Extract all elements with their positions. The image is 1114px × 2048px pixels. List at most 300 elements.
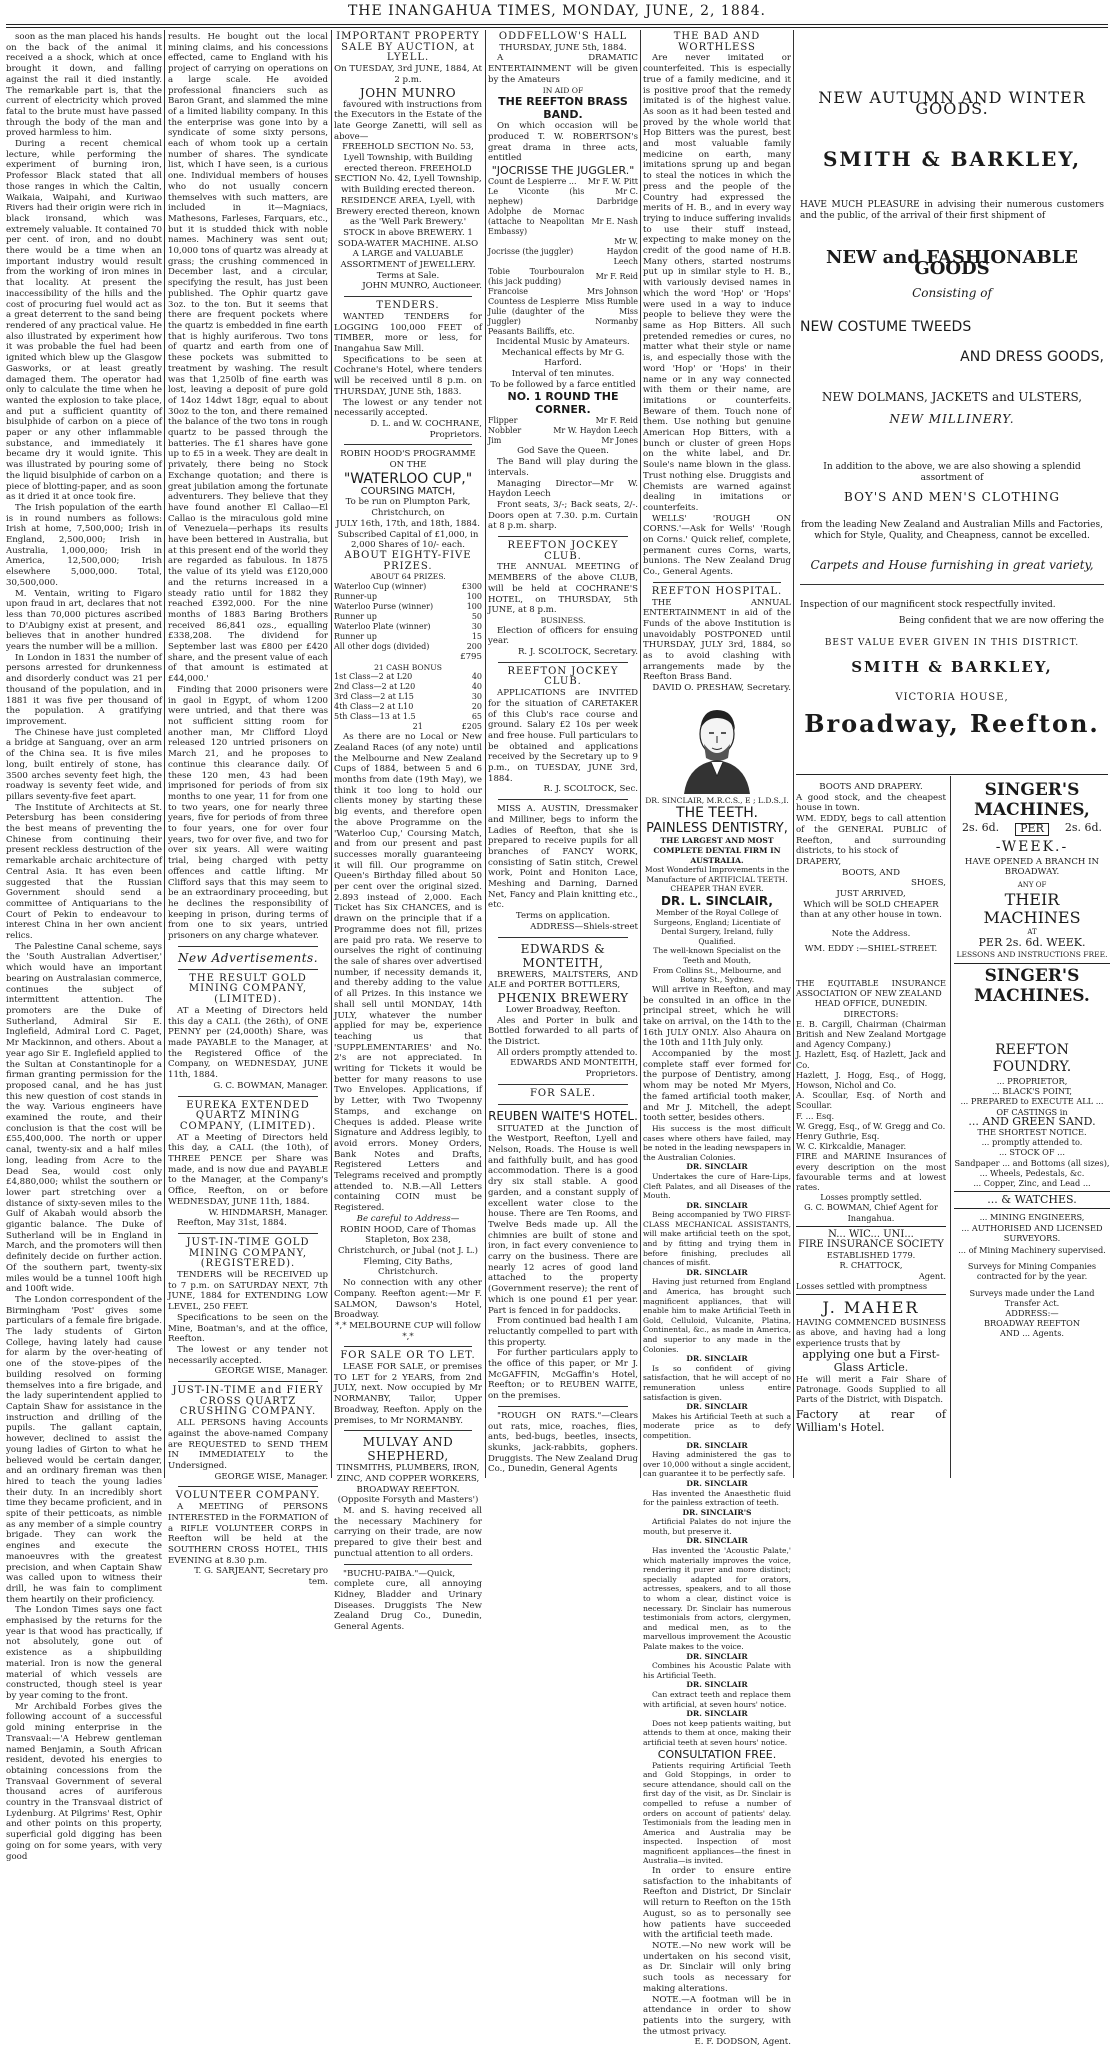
ad-signature: T. G. SARJEANT, Secretary pro tem. [194, 1566, 328, 1588]
ad-headline: THE REEFTON BRASS BAND. [498, 95, 628, 122]
ad-body: AT a Meeting of Directors held this day, a CALL (the 10th), of THREE PENCE per Share was made, and is now due and PAYABLE to the Manager, at the Company's Office, Reefton, on or before WEDNESDAY, JUNE 11th, 1884. [168, 1132, 328, 1207]
cast-row [488, 187, 638, 207]
ad-body: HAVING COMMENCED BUSINESS as above, and having had a long experience trusts that by [796, 1317, 946, 1348]
foundry-ad [954, 1042, 1110, 1339]
firm-name: SMITH & BARKLEY, [851, 658, 1053, 676]
ad-signature: ROBIN HOOD, Care of Thomas Stapleton, Box 238, Christchurch, or Jubal (not J. L.) Fleming, City Baths, Christchurch. [337, 1224, 478, 1278]
ad-headline: NEW MILLINERY. [889, 412, 1015, 426]
ad-title: FIRE INSURANCE SOCIETY [798, 1239, 944, 1251]
prize-label: Waterloo Cup (winner) [334, 581, 427, 591]
ad-signature: WM. EDDY :—SHIEL-STREET. [804, 943, 938, 954]
ad-address: ADDRESS—Shiels-street [530, 921, 638, 932]
ad-body: Are never imitated or counterfeited. This is especially true of a family medicine, and it is positive proof that the remedy imitated is of the highest value. As soon as it had been tested and proved by the whole world that Hop Bitters was the purest, best and most valuable family medicine on earth, many imitations sprung up and began to steal the notices in which the press and the people of the Country had expressed the merits of H. B., and in every way trying to induce suffering invalids to use their stuff instead, expecting to make money on the credit of the good name of H.B. Many others, started nostrums put up in similar style to H. B., with variously devised names in which the word 'Hop' or 'Hops' were used in a way to induce people to believe they were the same as Hop Bitters. All such pretended remedies or cures, no matter what their style or name is, and especially those with the word 'Hop' or 'Hops' in their name or in any way connected with them or their name, are imitations or counterfeits. Beware of them. Touch none of them. Use nothing but genuine American Hop Bitters, with a bunch or cluster of green Hops on the white label, and Dr. Soule's name blown in the glass. Trust nothing else. Druggists and Chemists are warned against dealing in imitations or counterfeits. [643, 53, 791, 513]
prize-label: Runner up [334, 631, 377, 641]
ad-subhead: ABOUT 64 PRIZES. [370, 572, 446, 582]
prize-value: 30 [471, 621, 482, 631]
ad-signature: W. HINDMARSH, Manager. [208, 1207, 328, 1218]
ad-body: For further particulars apply to the office of this paper, or Mr J. McGAFFIN, McGaffin's Hotel, Reefton; or to REUBEN WAITE, on the premises. [488, 1348, 638, 1402]
ad-subhead: COURSING MATCH, [360, 485, 456, 497]
director-item: W. Gregg, Esq., of W. Gregg and Co. [796, 1120, 946, 1131]
ad-headline: NEW COSTUME TWEEDS [800, 319, 972, 335]
ad-title: JUST-IN-TIME GOLD MINING COMPANY, (REGISTERED). [186, 1236, 310, 1270]
ad-body: WELLS' 'ROUGH ON CORNS.'—Ask for Wells' 'Rough on Corns.' Quick relief, complete, permanent cures Corns, warts, bunions. The New Zealand Drug Co., General Agents. [643, 513, 791, 578]
sinclair-heading: DR. SINCLAIR [686, 1709, 748, 1719]
ad-title: TENDERS. [376, 300, 440, 312]
bonus-total-count: 21 [412, 722, 423, 732]
bonus-value: 40 [471, 682, 482, 692]
cast-row [488, 267, 638, 287]
cast-row [488, 436, 638, 446]
ad-terms: Terms at Sale. [376, 270, 440, 281]
masthead: THE INANGAHUA TIMES, MONDAY, JUNE, 2, 1884. [347, 3, 767, 19]
ad-headline: Broadway, Reefton. [804, 709, 1100, 738]
portrait-caption: DR. SINCLAIR, M.R.C.S., E ; L.D.S.,I. [645, 795, 789, 805]
directors-list [796, 1019, 946, 1152]
article-paragraph: soon as the man placed his hands on the back of the animal it received a a shock, which at once brought it down, and falling against the rail it died instantly. The remarkable part is, that the current of electricity which proved fatal to the brute must have passed through the body of the man and proved harmless to him. [6, 32, 162, 139]
sinclair-heading: DR. SINCLAIR [686, 1478, 748, 1488]
ad-body: Most Wonderful Improvements in the Manufacture of ARTIFICIAL TEETH. CHEAPER THAN EVER. [644, 865, 790, 894]
ad-body: A MEETING of PERSONS INTERESTED in the FORMATION of a RIFLE VOLUNTEER CORPS in Reefton will be held at the SOUTHERN CROSS HOTEL, THIS EVENING at 8.30 p.m. [168, 1502, 328, 1566]
prize-value: 15 [471, 631, 482, 641]
ad-body: WM. EDDY, begs to call attention of the GENERAL PUBLIC of Reefton, and surrounding districts, to his stock of [796, 814, 946, 857]
director-item: Henry Guthrie, Esq. [796, 1131, 880, 1142]
ad-headline: NEW DOLMANS, JACKETS and ULSTERS, [821, 390, 1083, 404]
director-item: J. Hazlett, Esq. of Hazlett, Jack and Co. [796, 1049, 946, 1070]
ad-body: Agent. [918, 1270, 946, 1281]
ad-body: ... STOCK OF ... [999, 1147, 1065, 1158]
cast-list [488, 177, 638, 337]
ad-signature: E. F. DODSON, Agent. [694, 2037, 791, 2048]
bonus-label: 1st Class—2 at L20 [334, 672, 413, 682]
cast-value: Mr W. Haydon Leech [606, 236, 638, 266]
ad-body: "ROUGH ON RATS."—Clears out rats, mice, roaches, flies, ants, bed-bugs, beetles, insects, skunks, jack-rabbits, gophers. Druggists. The New Zealand Drug Co., Dunedin, General Agents [488, 1410, 638, 1475]
sinclair-heading: DR. SINCLAIR [686, 1354, 748, 1364]
cast-value: Mr E. Nash [591, 216, 638, 226]
ad-body: MISS A. AUSTIN, Dressmaker and Milliner, begs to inform the Ladies of Reefton, that she is prepared to receive pupils for all branches of FANCY WORK, consisting of Satin stitch, Crewel work, Point and Honiton Lace, Meshing and Darning, Darned Net, Fancy and Plain knitting etc., etc. [488, 804, 638, 911]
ad-body: Terms on application. [515, 911, 611, 922]
director-item: A. Scoullar, Esq. of North and Scoullar. [796, 1090, 946, 1111]
cast-label: Flipper [488, 416, 518, 426]
article-paragraph: The Irish population of the earth is in round numbers as follows: Irish at home, 7,500,000; Irish in England, 2,500,000; Irish in Australia, 1,000,000; Irish in America, 12,500,000; Irish elsewhere 5,000,000. Total, 30,500,000. [6, 502, 162, 588]
cast-label: Tobie Tourbouralon (his jack pudding) [488, 266, 585, 286]
ad-headline: ... & WATCHES. [987, 1193, 1077, 1207]
bonus-row [334, 692, 482, 702]
prize-row [334, 602, 482, 612]
ad-body: Specifications to be seen on the Mine, Boatman's, and at the office, Reefton. [168, 1312, 328, 1345]
ad-body: Interval of ten minutes. [511, 369, 615, 380]
ad-body: PER 2s. 6d. WEEK. [978, 935, 1086, 949]
sinclair-heading: DR. SINCLAIR [686, 1536, 748, 1546]
ad-body: BREWERS, MALTSTERS, AND ALE and PORTER BOTTLERS, [488, 969, 638, 991]
ad-body: Front seats, 3/-; Back seats, 2/-. Doors open at 7.30. p.m. Curtain at 8 p.m. sharp. [488, 499, 638, 532]
director-item: Hazlett, J. Hogg, Esq., of Hogg, Howson, Nichol and Co. [796, 1069, 946, 1091]
cast-row [488, 327, 638, 337]
cast-row [488, 297, 638, 307]
ad-body: Patients requiring Artificial Teeth and Gold Stoppings, in order to secure attendance, should call on the first day of the visit, as Dr. Sinclair is compelled to refuse a number of orders on account of patients' delay. Testimonials from the leading men in America and Australia may be inspected. Inspection of most magnificent appliances—the finest in Australia—is invited. [643, 1760, 791, 1866]
ad-body: M. and S. having received all the necessary Machinery for carrying on their trade, are now prepared to give their best and punctual attention to all orders. [334, 1506, 482, 1559]
ad-body: favoured with instructions from the Executors in the Estate of the late George Zanetti, will sell as above— [334, 99, 482, 142]
cast-value: Mr F. W. Pitt [587, 176, 638, 186]
cast-value: Mr F. Reid [595, 416, 638, 426]
price-line [954, 823, 1110, 836]
ad-body: NOTE.—A footman will be in attendance in order to show patients into the surgery, with the utmost privacy. [643, 1994, 791, 2037]
price-per: PER [1015, 823, 1049, 836]
sinclair-heading: DR. SINCLAIR [686, 1680, 748, 1690]
ad-body: ESTABLISHED 1779. [826, 1250, 916, 1261]
cast-label: Le Viconte (his nephew) [488, 186, 585, 206]
ad-headline: REUBEN WAITE'S HOTEL. [488, 1108, 638, 1123]
ad-title: VOLUNTEER COMPANY. [175, 1490, 321, 1502]
cast-value: Mrs Johnson [586, 286, 638, 296]
ad-body: All orders promptly attended to. [497, 1047, 638, 1058]
ad-body: TENDERS will be RECEIVED up to 7 p.m. on SATURDAY NEXT, 7th JUNE, 1884 for EXTENDING LOW LEVEL, 250 FEET. [168, 1270, 328, 1313]
ad-body: AND ... Agents. [999, 1328, 1065, 1339]
cast-value: Mr W. Haydon Leech [553, 426, 638, 436]
cast-value: Mr C. Darbridge [596, 186, 638, 206]
prize-label: Runner-up [334, 591, 378, 601]
cast-label: Julie (daughter of the Juggler) [488, 306, 585, 326]
prize-label: Waterloo Purse (winner) [334, 601, 434, 611]
ad-body: THE ANNUAL ENTERTAINMENT in aid of the Funds of the above Institution is unavoidably POSTPONED until THURSDAY, JULY 3rd, 1884, so as to avoid clashing with arrangements made by the Reefton Brass Band. [643, 597, 791, 683]
ad-body: Sandpaper ... and Bottoms (all sizes), ... Wheels, Pedestals, &c. [954, 1157, 1110, 1178]
masthead-rule-2 [6, 27, 1108, 28]
column-rule [793, 30, 794, 1478]
ad-date: Reefton, May 31st, 1884. [177, 1218, 287, 1229]
director-item: F. ... Esq. [796, 1110, 835, 1121]
ad-headline: "WATERLOO CUP," [343, 470, 473, 487]
ad-body: ... Copper, Zinc, and Lead ... [973, 1178, 1091, 1189]
ad-headline: SINGER'S MACHINES, [974, 780, 1090, 820]
ad-title: FOR SALE. [529, 1087, 597, 1099]
ad-body: Consisting of [912, 286, 992, 300]
director-item: E. B. Cargill, Chairman (Chairman British and New Zealand Mortgage and Agency Company.) [796, 1018, 946, 1050]
sinclair-heading: DR. SINCLAIR [686, 1267, 748, 1277]
sinclair-heading: DR. SINCLAIR [686, 1200, 748, 1210]
sinclair-heading: DR. SINCLAIR'S [682, 1507, 752, 1517]
ad-body: No connection with any other Company. Reefton agent:—Mr F. SALMON, Dawson's Hotel, Broadway. [334, 1278, 482, 1321]
prize-row [334, 642, 482, 652]
ad-title: REEFTON JOCKEY CLUB. [507, 665, 619, 688]
cast-label: Jocrisse (the juggler) [488, 246, 574, 256]
ad-subhead: THE LARGEST AND MOST COMPLETE DENTAL FIRM IN AUSTRALIA. [653, 836, 781, 865]
prize-table [334, 582, 482, 652]
article-paragraph: M. Ventain, writing to Figaro upon fraud in art, declares that not less than 70,000 pictures ascribed to D'Aubigny exist at present, and believes that in another hundred years the number will be a million. [6, 588, 162, 653]
prize-total: £795 [460, 651, 482, 662]
cast-list [488, 416, 638, 446]
ad-body: THE EQUITABLE INSURANCE ASSOCIATION OF NEW ZEALAND [796, 978, 946, 999]
prize-row [334, 612, 482, 622]
sinclair-item: Having administered the gas to over 10,000 without a single accident, can guarantee it to be perfectly safe. [643, 1450, 791, 1479]
ad-body: LESSONS AND INSTRUCTIONS FREE. [956, 950, 1108, 960]
article-paragraph: The London correspondent of the Birmingham 'Post' gives some particulars of a female fire brigade. The lady students of Girton College, having lately had cause for alarm by the over-heating of one of the stove-pipes of the building resolved on forming themselves into a fire brigade, and the lady superintendent applied to Captain Shaw for assistance in the instruction and drilling of the pupils. The gallant captain, however, declined to assist the young ladies of Girton to what he believed would be certain danger, and an ordinary fireman was then hired to teach the young ladies their duty. In an incredibly short time they became proficient, and in spite of their petticoats, as nimble as any member of a simple country brigade. They can work the engines and execute the manoeuvres with the greatest precision, and when Captain Shaw was called upon to witness their drill, he was fain to compliment them heartily on their proficiency. [6, 1294, 162, 1605]
bonus-label: 5th Class—13 at 1.5 [334, 712, 416, 722]
ad-signature: JOHN MUNRO, Auctioneer. [362, 281, 482, 292]
ad-subhead: ABOUT EIGHTY-FIVE PRIZES. [344, 549, 472, 572]
ad-title: REEFTON HOSPITAL. [651, 585, 783, 597]
column-rule [331, 30, 332, 1478]
prize-label: Runner up [334, 611, 377, 621]
sinclair-item: Does not keep patients waiting, but attends to them at once, making their artificial teeth at seven hours' notice. [643, 1718, 791, 1747]
ad-title: JUST-IN-TIME and FIERY CROSS QUARTZ CRUSHING COMPANY. [172, 1385, 324, 1418]
ad-title: EUREKA EXTENDED QUARTZ MINING COMPANY, (LIMITED). [179, 1099, 317, 1132]
sinclair-item: Is so confident of giving satisfaction, that he will accept of no remuneration unless entire satisfaction is given. [643, 1363, 791, 1402]
cast-label: Francoise [488, 286, 528, 296]
ad-signature: R. J. SCOLTOCK, Sec. [543, 784, 638, 795]
ad-body: AT [1027, 927, 1037, 936]
ad-headline: DR. L. SINCLAIR, [661, 894, 773, 909]
sinclair-item: Has invented the Anaesthetic fluid for the painless extraction of teeth. [643, 1488, 791, 1508]
ad-body: SHOES, [910, 878, 946, 889]
ad-body: APPLICATIONS are INVITED for the situation of CARETAKER of this Club's race course and ground. Salary £2 10s per week and free house. Full particulars to be obtained and applications received by the Secretary up to 9 p.m., on TUESDAY, JUNE 3rd, 1884. [488, 688, 638, 784]
ad-body: ALL PERSONS having Accounts against the above-named Company are REQUESTED to SEND THEM IN IMMEDIATELY to the Undersigned. [168, 1418, 328, 1471]
ad-body: HAVE MUCH PLEASURE in advising their numerous customers and the public, of the arrival of their first shipment of [800, 200, 1104, 221]
column-1 [6, 32, 162, 1862]
ad-signature: G. C. BOWMAN, Manager. [213, 1080, 328, 1091]
equitable-ad [796, 978, 946, 1434]
ad-body: The Band will play during the intervals. [488, 457, 638, 478]
ad-title: REEFTON JOCKEY CLUB. [507, 540, 619, 562]
cast-label: Peasants Bailiffs, etc. [488, 326, 575, 336]
cast-row [488, 416, 638, 426]
article-paragraph: Finding that 2000 prisoners were in gaol in Egypt, of whom 1200 were untried, and that there was not sufficient sitting room for another man, Mr Clifford Lloyd released 120 untried prisoners on March 21, and he proposes to continue this clearance daily. Of these 120 men, 43 had been imprisoned for periods of from six months to one year, 11 for from one to two years, one for nearly three years, five for periods of from three to four years, one for over four years, two for over five, and two for over six years. All were waiting trial, being charged with petty offences and cattle lifting. Mr Clifford says that this may seem to be an extraordinary proceeding, but he declines the responsibility of keeping in prison, during terms of from one to six years, untried prisoners on any charge whatever. [168, 684, 328, 942]
ad-body: Will arrive in Reefton, and may be consulted in an office in the principal street, which he will take on arrival, on the 14th to the 16th JULY ONLY. Also Ahaura on the 10th and 11th July only. [643, 984, 791, 1049]
ad-signature: R. J. SCOLTOCK, Secretary. [517, 646, 638, 657]
ad-body: FIRE and MARINE Insurances of every description on the most favourable terms and at lowest rates. [796, 1151, 946, 1193]
ad-title: BOOTS AND DRAPERY. [819, 782, 923, 792]
column-4 [488, 32, 638, 1478]
sinclair-heading: DR. SINCLAIR [686, 1162, 748, 1172]
ad-body: ... PROPRIETOR, [996, 1076, 1068, 1086]
sinclair-item: Combines his Acoustic Palate with his Artificial Teeth. [643, 1661, 791, 1680]
price: 2s. 6d. [1064, 821, 1103, 834]
sinclair-item: His success is the most difficult cases where others have failed, may be noted in the leading newspapers in the Australian Colonies. [643, 1123, 791, 1162]
ad-signature: D. L. and W. COCHRANE, Proprietors. [370, 418, 482, 440]
sinclair-heading: DR. SINCLAIR [686, 1402, 748, 1412]
bonus-value: 30 [471, 692, 482, 702]
ad-signature: EDWARDS AND MONTEITH, Proprietors. [510, 1058, 638, 1080]
ad-body: Ales and Porter in bulk and Bottled forwarded to all parts of the District. [488, 1015, 638, 1048]
singer-ad [954, 780, 1110, 1006]
bonus-value: 40 [471, 672, 482, 682]
ad-title: ROBIN HOOD'S PROGRAMME ON THE [340, 449, 476, 471]
ad-body: DRAPERY, [796, 856, 842, 867]
ad-body: Note the Address. [831, 929, 911, 940]
section-heading: New Advertisements. [177, 950, 319, 965]
ad-body: In addition to the above, we are also showing a splendid assortment of [823, 462, 1081, 483]
ad-address: Lower Broadway, Reefton. [505, 1004, 621, 1015]
ad-body: Election of officers for ensuing year. [488, 625, 638, 647]
ad-address: BROADWAY REEFTON. (Opposite Forsyth and Masters') [337, 1484, 479, 1506]
column-rule [950, 776, 951, 1478]
ad-body: Surveys for Mining Companies contracted for by the year. [967, 1261, 1097, 1282]
bonus-row [334, 702, 482, 712]
prize-value: 200 [466, 641, 482, 651]
cast-label: Jim [488, 436, 502, 446]
masthead-rule [6, 24, 1108, 25]
ad-body: On which occasion will be produced T. W. ROBERTSON's great drama in three acts, entitled [488, 121, 638, 164]
ad-signature: G. C. BOWMAN, Chief Agent for Inangahua. [804, 1202, 938, 1223]
ad-body: from the leading New Zealand and Australian Mills and Factories, which for Style, Quality, and Cheapness, cannot be excelled. [801, 520, 1103, 541]
cast-value: Miss Rumble [585, 296, 638, 306]
ad-body: BROADWAY REEFTON [983, 1318, 1081, 1329]
prize-value: 50 [471, 611, 482, 621]
ad-body: HEAD OFFICE, DUNEDIN. [814, 998, 928, 1009]
ad-headline: NEW AUTUMN AND WINTER GOODS. [818, 88, 1086, 118]
prize-row [334, 592, 482, 602]
ad-date: THURSDAY, JUNE 5th, 1884. [499, 42, 627, 53]
column-5 [643, 31, 791, 2048]
ad-body: ANY OF [1017, 881, 1047, 890]
ad-title: MULVAY AND SHEPHERD, [362, 1435, 454, 1464]
ad-body: AT a Meeting of Directors held this day a CALL (the 26th), of ONE PENNY per (24,000th) Share, was made PAYABLE to the Manager, at the Registered Office of the Company, on WEDNESDAY, JUNE 11th, 1884. [168, 1005, 328, 1081]
ad-title: EDWARDS & MONTEITH, [520, 941, 606, 970]
auctioneer-name: JOHN MUNRO [359, 85, 457, 100]
ad-title: N... WIC... UNI... [828, 1228, 914, 1240]
ad-body: In order to ensure entire satisfaction to the inhabitants of Reefton and District, Dr Sinclair will return to Reefton on the 15th August, so as to personally see how patients have succeeded with the artificial teeth made. [643, 1866, 791, 1941]
ad-signature: GEORGE WISE, Manager. [214, 1366, 328, 1377]
ad-subhead: BUSINESS. [540, 615, 586, 625]
ad-body: Losses settled with promptness [796, 1280, 928, 1291]
ad-headline: PHŒNIX BREWERY [497, 990, 629, 1005]
ad-headline: THE TEETH. [676, 805, 758, 822]
portrait-engraving [678, 700, 756, 794]
ad-body: JULY 16th, 17th, and 18th, 1884. Subscribed Capital of £1,000, in 2,000 Shares of 10/- each. [336, 518, 480, 551]
article-paragraph: In London in 1831 the number of persons arrested for drunkenness and disorderly conduct was 21 per thousand of the population, and in 1881 it was five per thousand of the population. A gratifying improvement. [6, 652, 162, 727]
column-rule [485, 30, 486, 1478]
ad-headline: NO. 1 ROUND THE CORNER. [507, 390, 619, 417]
ad-body: God Save the Queen. [517, 446, 609, 457]
ad-body: Member of the Royal College of Surgeons, England; Licentiate of Dental Surgery, Ireland, fully Qualified. [653, 908, 781, 946]
prize-label: Waterloo Plate (winner) [334, 621, 431, 631]
bonus-label: 4th Class—2 at L10 [334, 702, 414, 712]
column-rule [640, 30, 641, 1478]
ad-body: ... of Mining Machinery supervised. [958, 1245, 1106, 1256]
ad-body: DIRECTORS: [843, 1008, 899, 1019]
column-rule [164, 30, 165, 1478]
ad-body: From continued bad health I am reluctantly compelled to part with this property. [488, 1316, 638, 1348]
prize-row [334, 632, 482, 642]
ad-headline: J. MAHER [822, 1298, 920, 1318]
sinclair-item: Makes his Artificial Teeth at such a moderate price as to defy competition. [643, 1411, 791, 1440]
ad-body: LEASE FOR SALE, or premises TO LET for 2 YEARS, from 2nd JULY, next. Now occupied by Mr NORMANBY, Tailor, Upper Broadway, Reefton. Apply on the premises, to Mr NORMANBY. [334, 1362, 482, 1426]
ad-body: The lowest or any tender not necessarily accepted. [168, 1344, 328, 1366]
cast-row [488, 426, 638, 436]
ad-body: Inspection of our magnificent stock respectfully invited. [800, 600, 1056, 610]
bonus-row [334, 672, 482, 682]
ad-body: The well-known Specialist on the Teeth and Mouth, [653, 946, 781, 966]
ad-footer: *,* MELBOURNE CUP will follow *,* [335, 1320, 481, 1342]
ad-body: ... AND GREEN SAND. [968, 1114, 1096, 1128]
ad-body: Accompanied by the most complete staff ever formed for the purpose of Dentistry, among whom may be noted Mr Myers, the famed artificial tooth maker, and Mr J. Mitchell, the adept tooth setter, besides others. [643, 1049, 791, 1124]
column-2 [168, 32, 328, 1588]
article-paragraph: During a recent chemical lecture, while performing the experiment of burning iron, Professor Black stated that all those ranges in which the Caltin, Waikaia, Waipahi, and Kuriwao Rivers had their origin were rich in black ironsand, which was extremely valuable. It contained 70 per cent. of iron, and no doubt there would be a time when an important industry would result from the working of iron mines in that locality. At present the inaccessibility of the hills and the cost of procuring fuel would act as a great deterrent to the sand being rendered of any practical value. He also illustrated by experiment how it was probable the fuel had been ignited which blew up the Glasgow Gasworks, or at least greatly damaged them. The operator had only to calculate the time when he wanted the explosion to take place, and put a sufficient quantity of bisulphide of carbon on a piece of paper or any other inflammable substance, and immediately it became dry it would ignite. This was illustrated by pouring some of the liquid bisulphide of carbon on a piece of blotting-paper, and as soon as it dried it at once took fire. [6, 139, 162, 503]
ad-signature: GEORGE WISE, Manager. [214, 1471, 328, 1482]
prize-value: 100 [466, 591, 482, 601]
ad-body: R. CHATTOCK, [839, 1260, 903, 1271]
sinclair-item: Undertakes the cure of Hare-Lips, Cleft Palates, and all Diseases of the Mouth. [643, 1171, 791, 1201]
article-paragraph: The Chinese have just completed a bridge at Sanguang, over an arm of the China sea. It is five miles long, built entirely of stone, has 3500 arches seventy feet high, the roadway is seventy feet wide, and pillars seventy-five feet apart. [6, 727, 162, 802]
ad-headline: PAINLESS DENTISTRY, [646, 821, 788, 837]
cast-row [488, 237, 638, 267]
ad-body: ... promptly attended to. [981, 1137, 1083, 1148]
ad-body: Specifications to be seen at Cochrane's Hotel, where tenders will be received until 8 p.m. on THURSDAY, JUNE 5th, 1883. [334, 354, 482, 397]
bonus-value: 65 [471, 712, 482, 722]
bonus-label: 3rd Class—2 at L15 [334, 692, 414, 702]
ad-headline: NEW and FASHIONABLE GOODS [825, 247, 1079, 279]
ad-body: Surveys made under the Land Transfer Act. [969, 1287, 1095, 1308]
price: 2s. 6d. [961, 821, 1000, 834]
sinclair-item: Has invented the 'Acoustic Palate,' which materially improves the voice, rendering it purer and more distinct; specially adapted for orators, actresses, speakers, and to all those to whom a clear, distinct voice is necessary. Dr. Sinclair has numerous testimonials from actors, clergymen, and medical men, as to the marvellous improvement the Acoustic Palate makes to the voice. [643, 1546, 791, 1651]
ad-subhead: 21 CASH BONUS [374, 662, 442, 672]
ad-title: THE BAD AND WORTHLESS [673, 31, 761, 53]
cast-label: Adolphe de Mornac (attache to Neapolitan Embassy) [488, 206, 585, 236]
column-3 [334, 31, 482, 1633]
ad-body: Managing Director—Mr W. Haydon Leech [488, 478, 638, 500]
ad-body: WANTED TENDERS for LOGGING 100,000 FEET of TIMBER, more or less, for Inangahua Saw Mill. [334, 311, 482, 354]
prize-value: 100 [466, 601, 482, 611]
ad-headline: Factory at rear of William's Hotel. [796, 1408, 946, 1435]
ad-body: A DRAMATIC ENTERTAINMENT will be given by the Amateurs [488, 53, 638, 85]
article-paragraph: The London Times says one fact emphasised by the returns for the year is that wood has practically, if not absolutely, gone out of existence as a shipbuilding material. Iron is now the general material of which vessels are constructed, though steel is year by year coming to the front. [6, 1605, 162, 1701]
ad-body: BEST VALUE EVER GIVEN IN THIS DISTRICT. [824, 638, 1080, 648]
sinclair-item: Having just returned from England and America, has brought such magnificent appliances, that will enable him to make Artificial Teeth in Gold, Celluloid, Vulcanite, Platina, Continental, &c., as made in America, and superior to any made in the Colonies. [643, 1277, 791, 1354]
ad-body: The lowest or any tender not necessarily accepted. [334, 397, 482, 419]
cast-row [488, 307, 638, 327]
ad-body: THE ANNUAL MEETING of MEMBERS of the above CLUB, will be held at COCHRANE'S HOTEL, on THURSDAY, 5th JUNE, at 8 p.m. [488, 562, 638, 616]
sinclair-heading: DR. SINCLAIR [686, 1440, 748, 1450]
ad-body: ... AUTHORISED AND LICENSED SURVEYORS. [961, 1222, 1103, 1243]
ad-body: To be followed by a farce entitled [490, 379, 636, 390]
ad-body: Be careful to Address— [356, 1213, 460, 1224]
cast-row [488, 177, 638, 187]
prize-row [334, 582, 482, 592]
cast-label: Countess de Lespierre [488, 296, 580, 306]
ad-headline: SINGER'S MACHINES. [974, 965, 1090, 1006]
cast-row [488, 287, 638, 297]
cast-value: Miss Normanby [595, 306, 638, 326]
sinclair-heading: DR. SINCLAIR [686, 1651, 748, 1661]
ad-body: THE SHORTEST NOTICE. [977, 1127, 1087, 1138]
bonus-row [334, 682, 482, 692]
cast-value: Mr F. Reid [595, 271, 638, 281]
boots-ad [796, 782, 946, 955]
bonus-value: 20 [471, 702, 482, 712]
ad-body: To be run on Plumpton Park, Christchurch, on [345, 497, 471, 519]
ad-body: ADDRESS:— [1005, 1308, 1059, 1319]
ad-body: ... BLACK'S POINT, [991, 1086, 1073, 1097]
cast-row [488, 207, 638, 237]
ad-title: THE RESULT GOLD MINING COMPANY, (LIMITED). [188, 972, 308, 1006]
ad-title: IMPORTANT PROPERTY SALE BY AUCTION, at LYELL. [336, 31, 480, 64]
prize-value: £300 [461, 581, 482, 591]
ad-body: Which will be SOLD CHEAPER than at any other house in town. [800, 899, 942, 921]
ad-date: On TUESDAY, 3rd JUNE, 1884, At 2 p.m. [334, 64, 482, 85]
ad-body: From Collins St., Melbourne, and Botany St., Sydney. [652, 965, 782, 985]
ad-title: ODDFELLOW'S HALL [498, 31, 628, 42]
article-paragraph: The Institute of Architects at St. Petersburg has been considering the best means of preventing the Chinese from continuing their present reckless destruction of the remarkable archaic architecture of Central Asia. It has even been suggested that the Russian Government should send a committee of Antiquarians to the Court of Pekin to endeavour to interest China in her own ancient relics. [6, 802, 162, 942]
firm-name: SMITH & BARKLEY, [822, 147, 1082, 171]
cast-label: Nobbler [488, 426, 522, 436]
ad-address: VICTORIA HOUSE, [895, 692, 1009, 703]
director-item: W. C. Kirkcaldie, Manager. [796, 1141, 907, 1152]
ad-subhead: TINSMITHS, PLUMBERS, IRON, ZINC, AND COPPER WORKERS, [336, 1463, 480, 1484]
ad-body: BOOTS, AND [842, 867, 900, 878]
ad-body: "BUCHU-PAIBA."—Quick, complete cure, all annoying Kidney, Bladder and Urinary Diseases. Druggists The New Zealand Drug Co., Dunedin, General Agents. [334, 1568, 482, 1633]
article-paragraph: The Palestine Canal scheme, says the 'South Australian Advertiser,' which would have an important bearing on Australasian commerce, continues the subject of intermittent attention. The promoters are the Duke of Sutherland, Admiral Sir E. Inglefield, Admiral Lord C. Paget, Mr Mackinnon, and others. About a year ago Sir E. Inglefield applied to the Sultan at Constantinople for a firman granting permission for the proposed canal, and he has just this new question of cost stands in the way. Various engineers have examined the route, and their conclusion is that the cost will be £55,400,000. The north or upper canal, twenty-six and a half miles long, leading from Acre to the Dead Sea, would cost only £4,880,000; whilst the southern or lower part stretching over a distance of sixty-seven miles to the Gulf of Akabah would absorb the gigantic balance. The Duke of Sutherland will be in England in March, and the promoters will then definitely decide on further action. Of the southern part, twenty-six miles would be a tunnel 100ft high and 100ft wide. [6, 941, 162, 1295]
ad-body: A good stock, and the cheapest house in town. [796, 792, 946, 814]
ad-body: JUST ARRIVED, [836, 889, 906, 900]
ad-body: ... MINING ENGINEERS, [979, 1212, 1085, 1223]
